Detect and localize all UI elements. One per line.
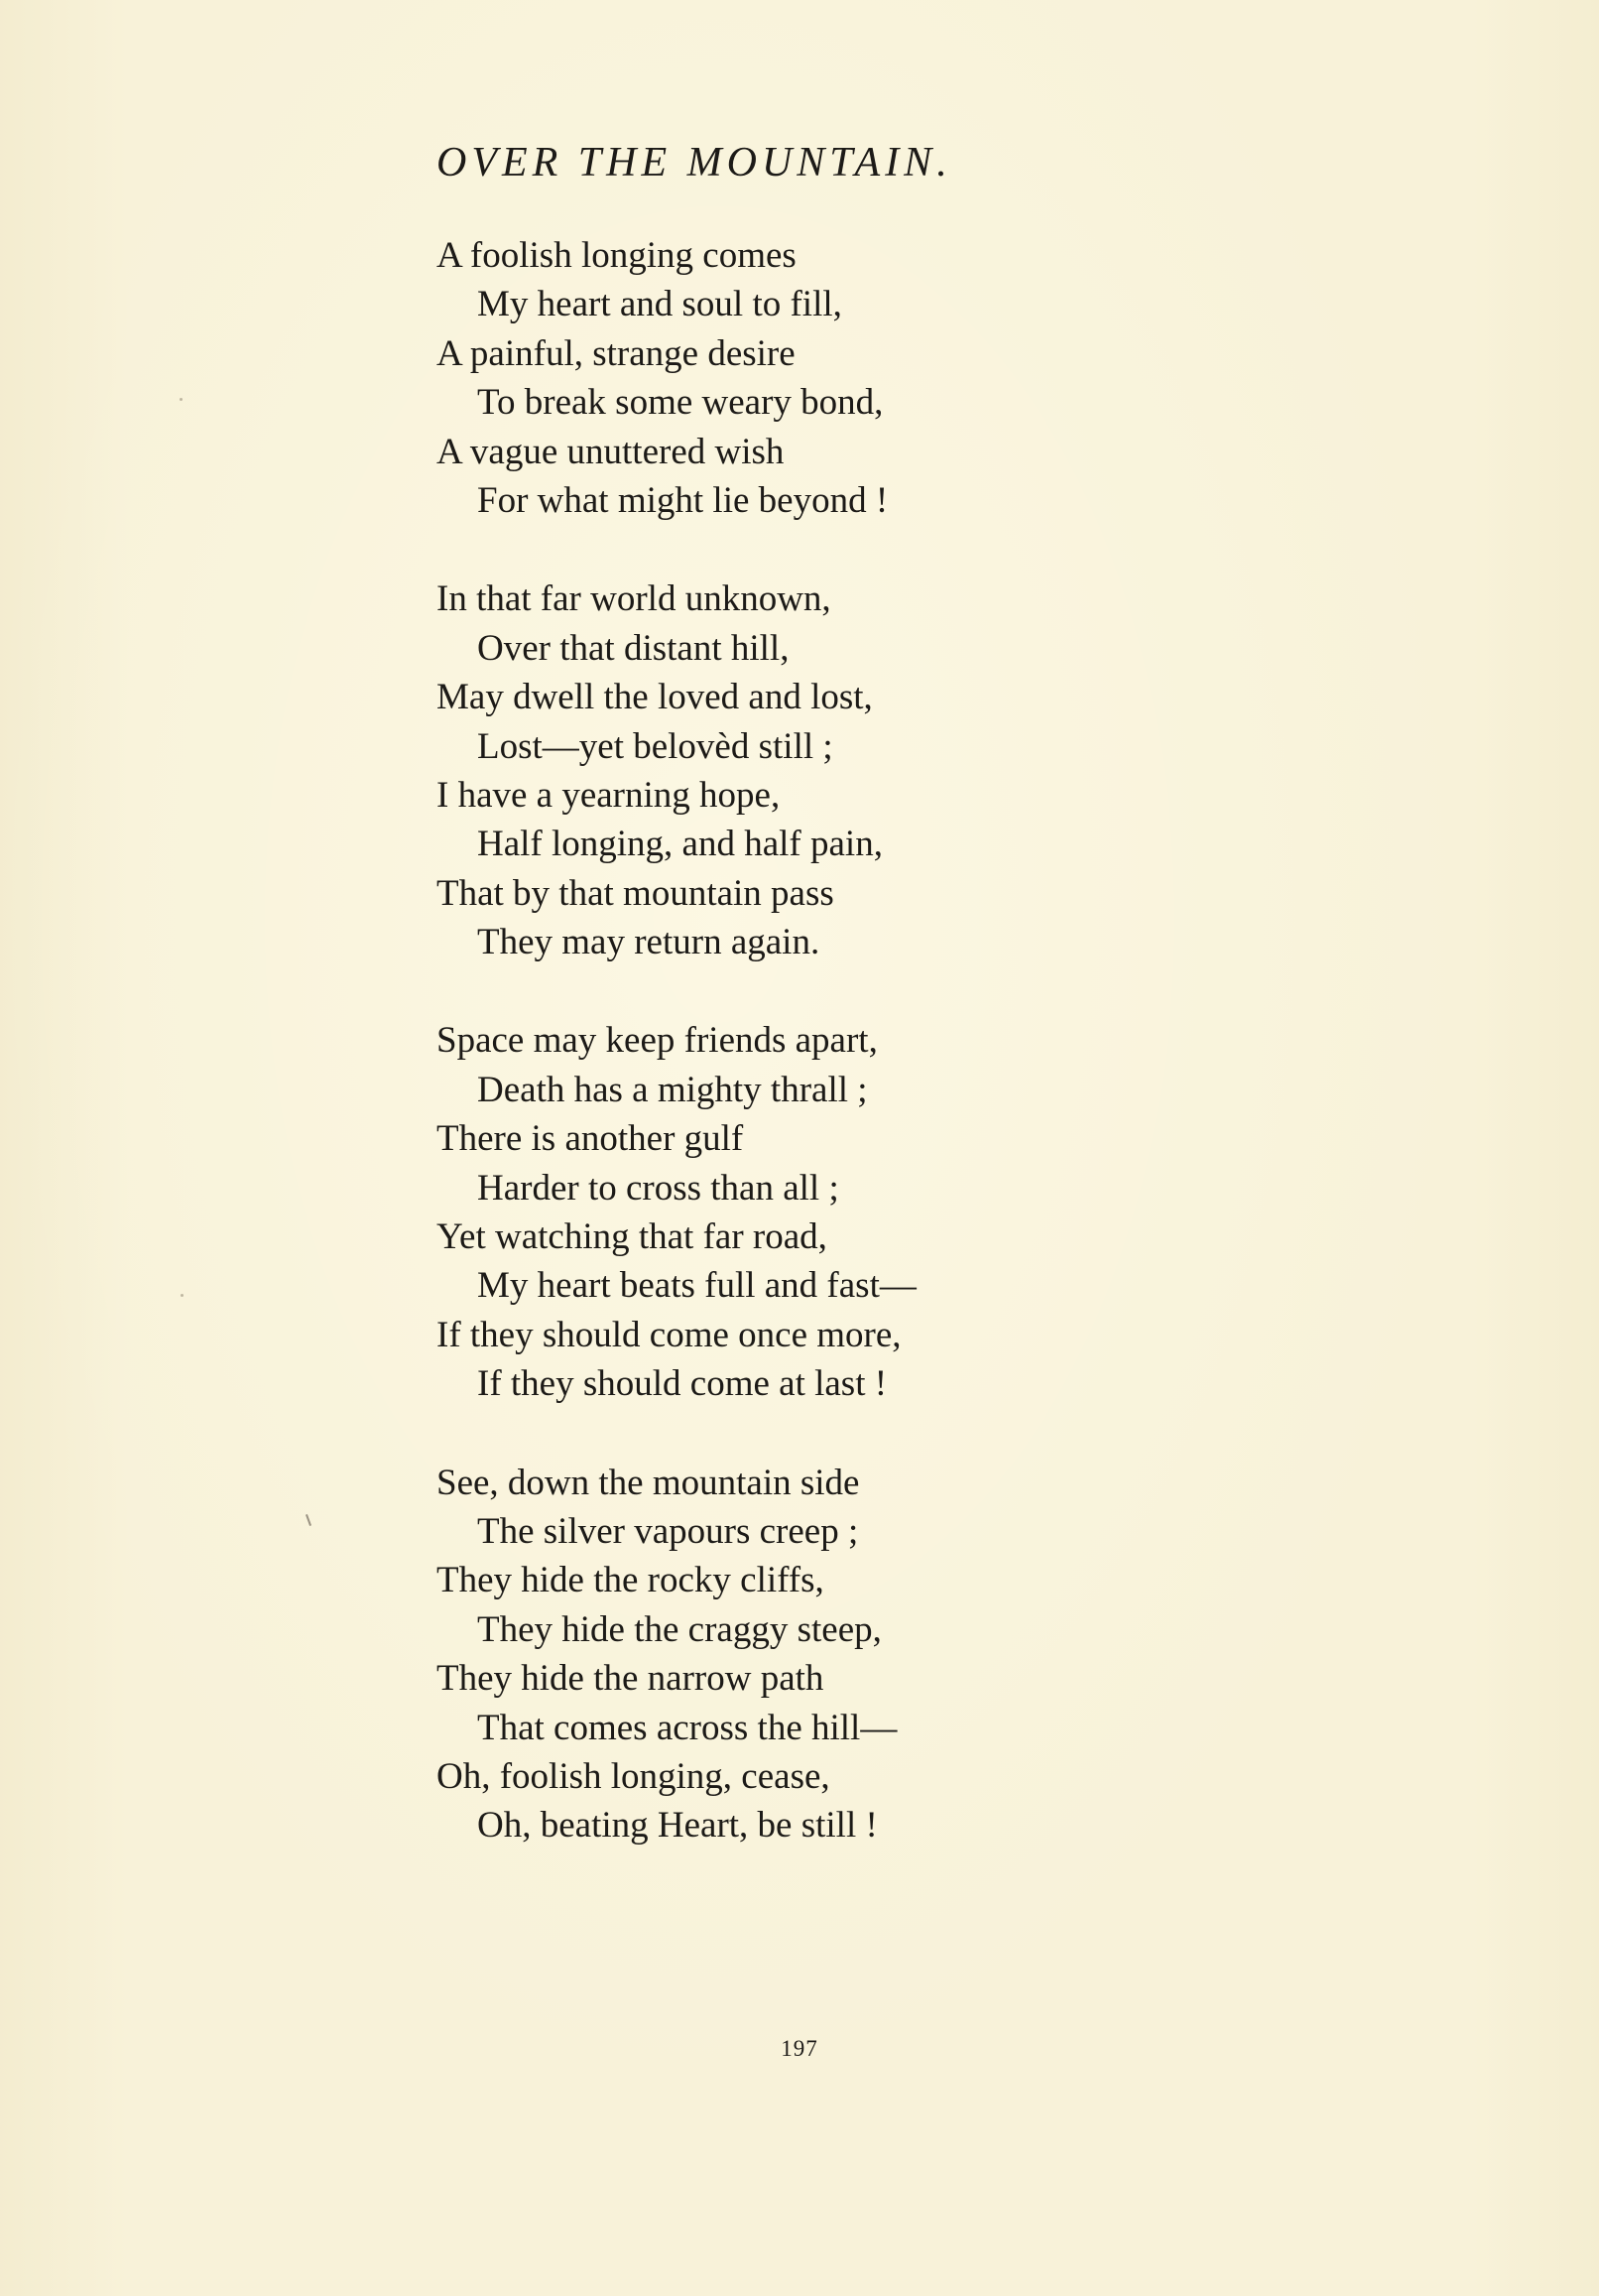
paper-speck: [181, 1294, 184, 1297]
poem-line: Harder to cross than all ;: [477, 1167, 839, 1209]
poem-line: They hide the narrow path: [436, 1658, 824, 1700]
poem-line: May dwell the loved and lost,: [436, 677, 873, 718]
poem-line: A foolish longing comes: [436, 235, 797, 276]
poem-line: They hide the craggy steep,: [477, 1608, 882, 1650]
stanza-2: [436, 574, 1131, 966]
poem-line: Oh, foolish longing, cease,: [436, 1755, 830, 1797]
poem-line: Over that distant hill,: [477, 627, 790, 669]
stanza-3: [436, 1016, 1131, 1408]
poem-line: That by that mountain pass: [436, 872, 834, 914]
poem-line: I have a yearning hope,: [436, 774, 781, 816]
poem-line: Space may keep friends apart,: [436, 1020, 878, 1062]
poem-line: Half longing, and half pain,: [477, 824, 883, 865]
paper-speck: [180, 398, 183, 401]
poem-line: If they should come at last !: [477, 1363, 888, 1405]
poem-line: Oh, beating Heart, be still !: [477, 1805, 878, 1847]
poem-line: Yet watching that far road,: [436, 1216, 827, 1258]
poem-line: My heart beats full and fast—: [477, 1265, 917, 1307]
poem-line: A vague unuttered wish: [436, 431, 785, 472]
poem-line: They may return again.: [477, 922, 820, 963]
poem-line: That comes across the hill—: [477, 1707, 898, 1748]
poem-line: Lost—yet belovèd still ;: [477, 725, 833, 767]
page-number: 197: [781, 2036, 818, 2061]
stanza-4: [436, 1459, 1131, 1850]
poem-line: If they should come once more,: [436, 1314, 902, 1355]
poem-line: My heart and soul to fill,: [477, 284, 842, 325]
poem-line: Death has a mighty thrall ;: [477, 1069, 868, 1110]
paper-mark: [306, 1514, 311, 1526]
poem-line: In that far world unknown,: [436, 578, 831, 620]
poem-line: A painful, strange desire: [436, 332, 796, 374]
poem-title: OVER THE MOUNTAIN.: [436, 140, 952, 186]
poem-line: There is another gulf: [436, 1118, 744, 1160]
poem-line: The silver vapours creep ;: [477, 1510, 859, 1552]
poem-line: See, down the mountain side: [436, 1462, 860, 1503]
poem-line: They hide the rocky cliffs,: [436, 1560, 824, 1601]
poem-line: For what might lie beyond !: [477, 479, 889, 521]
poem-line: To break some weary bond,: [477, 382, 884, 424]
stanza-1: [436, 231, 1131, 525]
poem-body: [436, 231, 1131, 1900]
